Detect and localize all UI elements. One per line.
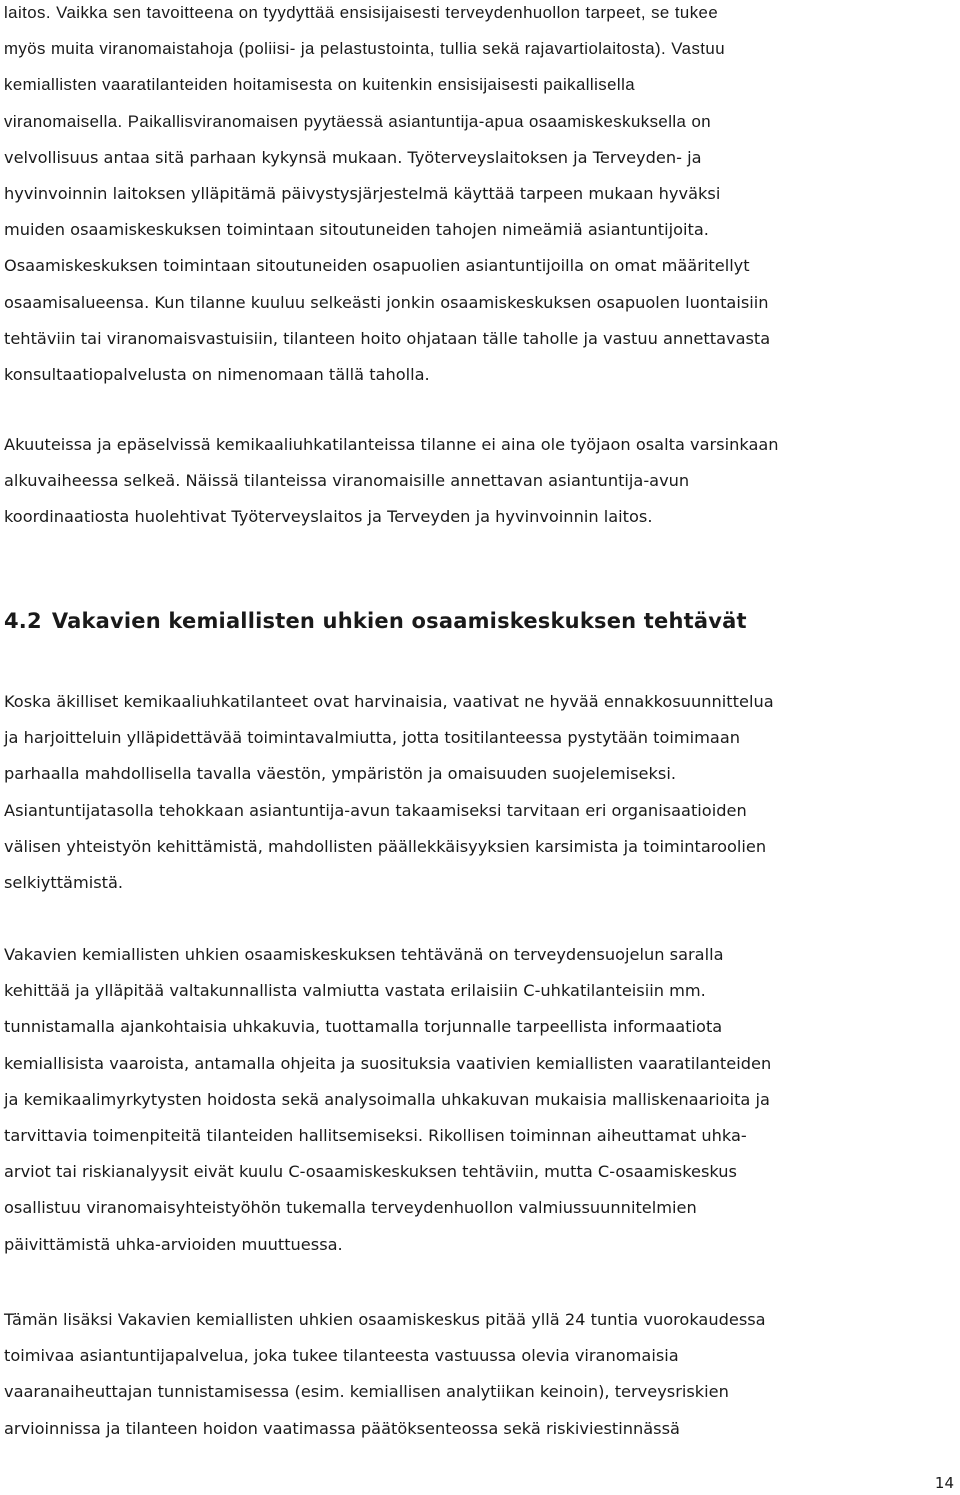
text-line: parhaalla mahdollisella tavalla väestön, ympäristön ja omaisuuden suojelemiseksi. — [4, 764, 676, 784]
text-line: tehtäviin tai viranomaisvastuisiin, tilanteen hoito ohjataan tälle taholle ja vastuu annettavasta — [4, 328, 771, 348]
text-line: vaaranaiheuttajan tunnistamisessa (esim. kemiallisen analytiikan keinoin), terveysriskien — [4, 1382, 729, 1402]
text-line: hyvinvoinnin laitoksen ylläpitämä päivystysjärjestelmä käyttää tarpeen mukaan hyväksi — [4, 184, 721, 204]
text-line: muiden osaamiskeskuksen toimintaan sitoutuneiden tahojen nimeämiä asiantuntijoita. — [4, 220, 709, 240]
text-line: myös muita viranomaistahoja (poliisi- ja pelastustointa, tullia sekä rajavartiolaitosta). Vastuu — [4, 39, 725, 59]
paragraph-preparedness — [4, 684, 774, 901]
text-line: velvollisuus antaa sitä parhaan kykynsä mukaan. Työterveyslaitoksen ja Terveyden- ja — [4, 147, 702, 167]
section-heading — [4, 606, 747, 636]
section-title: Vakavien kemiallisten uhkien osaamiskeskuksen tehtävät — [51, 609, 747, 633]
text-line: kemiallisista vaaroista, antamalla ohjeita ja suosituksia vaativien kemiallisten vaaratilanteiden — [4, 1053, 772, 1073]
text-line: kehittää ja ylläpitää valtakunnallista valmiutta vastata erilaisiin C-uhkatilanteisiin mm. — [4, 981, 706, 1001]
paragraph-centre-tasks — [4, 937, 771, 1263]
text-line: Koska äkilliset kemikaaliuhkatilanteet ovat harvinaisia, vaativat ne hyvää ennakkosuunnittelua — [4, 692, 774, 711]
text-line: konsultaatiopalvelusta on nimenomaan tällä taholla. — [4, 365, 430, 385]
text-line: koordinaatiosta huolehtivat Työterveyslaitos ja Terveyden ja hyvinvoinnin laitos. — [4, 507, 653, 527]
text-line: ja harjoitteluin ylläpidettävää toimintavalmiutta, jotta tositilanteessa pystytään toimimaan — [4, 728, 741, 748]
text-line: välisen yhteistyön kehittämistä, mahdollisten päällekkäisyyksien karsimista ja toimintaroolien — [4, 836, 767, 856]
text-line: kemiallisten vaaratilanteiden hoitamisesta on kuitenkin ensisijaisesti paikallisella — [4, 75, 636, 95]
text-line: viranomaisella. Paikallisviranomaisen pyytäessä asiantuntija-apua osaamiskeskuksella on — [4, 111, 712, 131]
text-line: Asiantuntijatasolla tehokkaan asiantuntija-avun takaamiseksi tarvitaan eri organisaatioiden — [4, 800, 747, 820]
text-line: toimivaa asiantuntijapalvelua, joka tukee tilanteesta vastuussa olevia viranomaisia — [4, 1346, 679, 1366]
text-line: päivittämistä uhka-arvioiden muuttuessa. — [4, 1234, 343, 1254]
text-line: arviot tai riskianalyysit eivät kuulu C-osaamiskeskuksen tehtäviin, mutta C-osaamiskeskus — [4, 1162, 737, 1182]
text-line: Osaamiskeskuksen toimintaan sitoutuneiden osapuolien asiantuntijoilla on omat määritellyt — [4, 256, 750, 276]
paragraph-expert-network — [4, 0, 770, 393]
paragraph-24h-service — [4, 1302, 766, 1447]
text-line: alkuvaiheessa selkeä. Näissä tilanteissa viranomaisille annettavan asiantuntija-avun — [4, 471, 690, 491]
text-line: laitos. Vaikka sen tavoitteena on tyydyttää ensisijaisesti terveydenhuollon tarpeet, se tukee — [4, 3, 719, 22]
text-line: Akuuteissa ja epäselvissä kemikaaliuhkatilanteissa tilanne ei aina ole työjaon osalta varsinkaan — [4, 435, 779, 454]
text-line: Vakavien kemiallisten uhkien osaamiskeskuksen tehtävänä on terveydensuojelun saralla — [4, 945, 724, 964]
text-line: selkiyttämistä. — [4, 873, 124, 893]
section-number: 4.2 — [4, 609, 42, 633]
text-line: osallistuu viranomaisyhteistyöhön tukemalla terveydenhuollon valmiussuunnitelmien — [4, 1198, 697, 1218]
text-line: osaamisalueensa. Kun tilanne kuuluu selkeästi jonkin osaamiskeskuksen osapuolen luontaisiin — [4, 292, 769, 312]
text-line: Tämän lisäksi Vakavien kemiallisten uhkien osaamiskeskus pitää yllä 24 tuntia vuorokaudessa — [4, 1310, 766, 1329]
text-line: ja kemikaalimyrkytysten hoidosta sekä analysoimalla uhkakuvan mukaisia malliskenaarioita ja — [4, 1089, 770, 1109]
text-line: tunnistamalla ajankohtaisia uhkakuvia, tuottamalla torjunnalle tarpeellista informaatiota — [4, 1017, 723, 1037]
text-line: arvioinnissa ja tilanteen hoidon vaatimassa päätöksenteossa sekä riskiviestinnässä — [4, 1418, 680, 1438]
page-number: 14 — [934, 1474, 954, 1492]
text-line: tarvittavia toimenpiteitä tilanteiden hallitsemiseksi. Rikollisen toiminnan aiheuttamat uhka- — [4, 1126, 747, 1146]
paragraph-acute-situations — [4, 427, 779, 536]
